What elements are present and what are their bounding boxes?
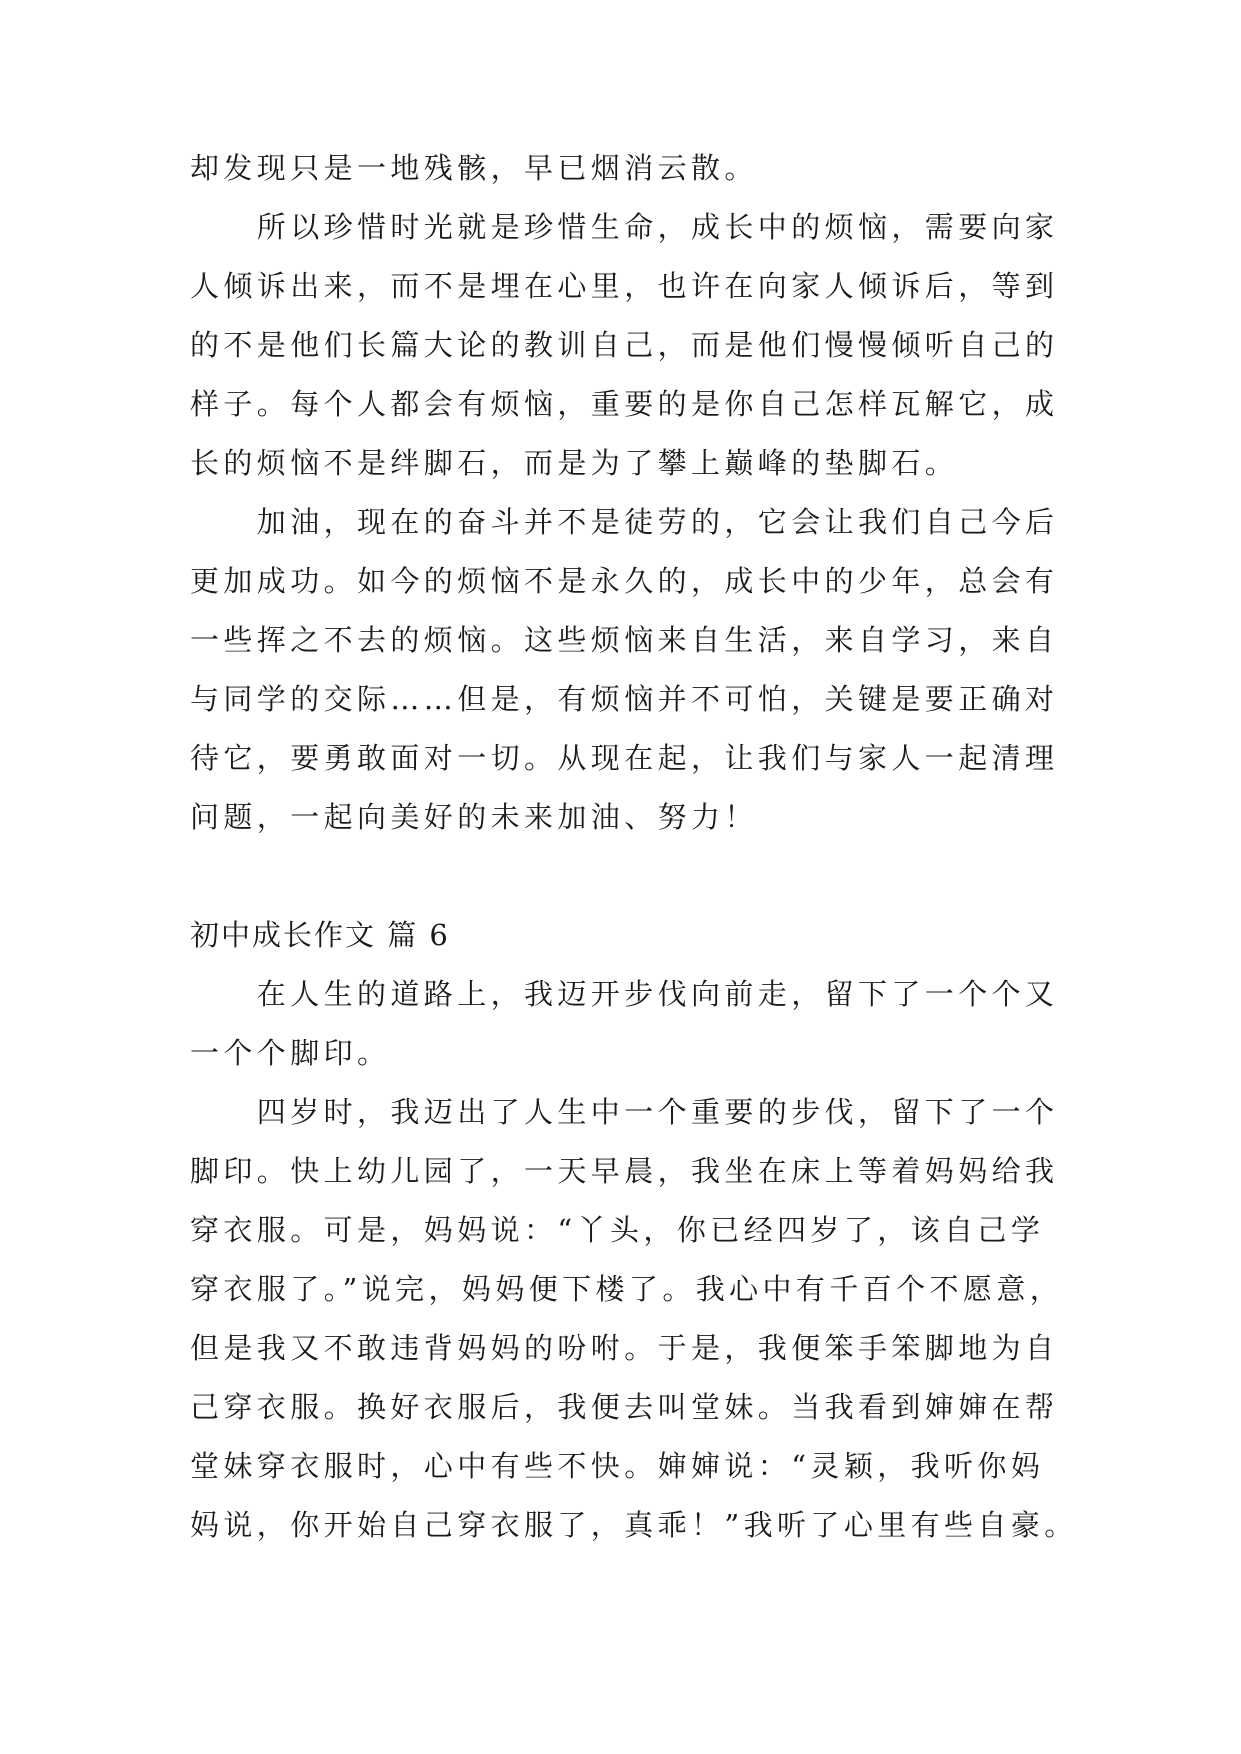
text-line: 四岁时，我迈出了人生中一个重要的步伐，留下了一个 xyxy=(190,1095,1059,1129)
text-line: 穿衣服了。”说完，妈妈便下楼了。我心中有千百个不愿意， xyxy=(190,1272,1064,1306)
text-line: 妈说，你开始自己穿衣服了，真乖！”我听了心里有些自豪。 xyxy=(190,1508,1078,1542)
text-line: 长的烦恼不是绊脚石，而是为了攀上巅峰的垫脚石。 xyxy=(190,446,959,480)
text-line: 待它，要勇敢面对一切。从现在起，让我们与家人一起清理 xyxy=(190,741,1059,775)
text-line: 更加成功。如今的烦恼不是永久的，成长中的少年，总会有 xyxy=(190,564,1059,598)
text-line: 脚印。快上幼儿园了，一天早晨，我坐在床上等着妈妈给我 xyxy=(190,1154,1059,1188)
text-line: 问题，一起向美好的未来加油、努力！ xyxy=(190,800,758,834)
section-heading: 初中成长作文 篇 6 xyxy=(190,918,450,952)
text-line: 一些挥之不去的烦恼。这些烦恼来自生活，来自学习，来自 xyxy=(190,623,1059,657)
text-line: 一个个脚印。 xyxy=(190,1036,391,1070)
text-line: 加油，现在的奋斗并不是徒劳的，它会让我们自己今后 xyxy=(190,505,1059,539)
text-line: 样子。每个人都会有烦恼，重要的是你自己怎样瓦解它，成 xyxy=(190,387,1059,421)
text-line: 己穿衣服。换好衣服后，我便去叫堂妹。当我看到婶婶在帮 xyxy=(190,1390,1059,1424)
text-line: 堂妹穿衣服时，心中有些不快。婶婶说：“灵颖，我听你妈 xyxy=(190,1449,1045,1483)
text-line: 在人生的道路上，我迈开步伐向前走，留下了一个个又 xyxy=(190,977,1059,1011)
text-line: 与同学的交际……但是，有烦恼并不可怕，关键是要正确对 xyxy=(190,682,1059,716)
text-line: 所以珍惜时光就是珍惜生命，成长中的烦恼，需要向家 xyxy=(190,210,1059,244)
text-line: 但是我又不敢违背妈妈的吩咐。于是，我便笨手笨脚地为自 xyxy=(190,1331,1059,1365)
text-line: 的不是他们长篇大论的教训自己，而是他们慢慢倾听自己的 xyxy=(190,328,1059,362)
text-line: 却发现只是一地残骸，早已烟消云散。 xyxy=(190,151,758,185)
text-line: 人倾诉出来，而不是埋在心里，也许在向家人倾诉后，等到 xyxy=(190,269,1059,303)
text-line: 穿衣服。可是，妈妈说：“丫头，你已经四岁了，该自己学 xyxy=(190,1213,1045,1247)
